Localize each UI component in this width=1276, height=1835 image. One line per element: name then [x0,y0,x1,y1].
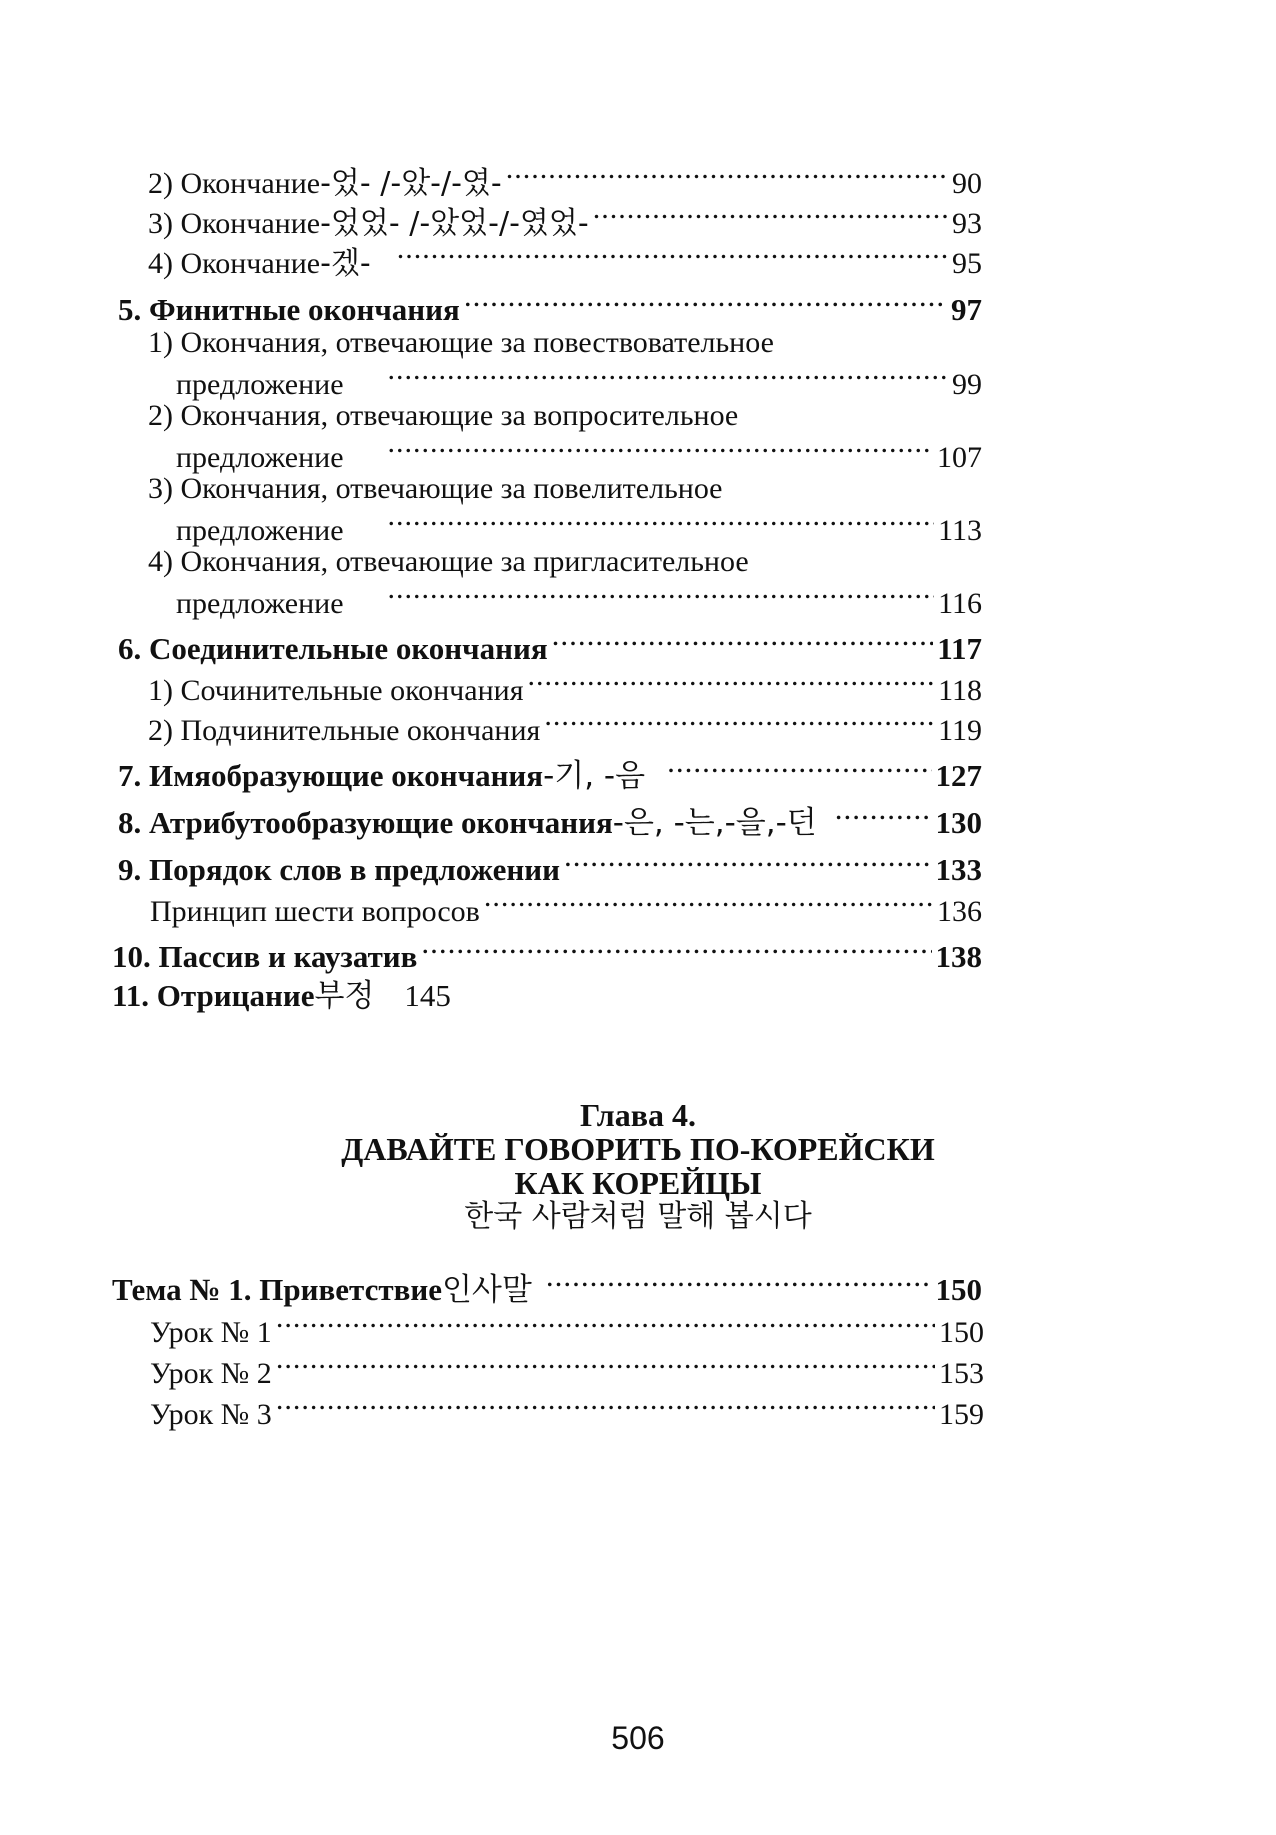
toc-leader-dots [546,1264,932,1300]
toc-leader-dots [552,623,934,659]
toc-lesson-entry [150,1347,984,1392]
toc-leader-dots [397,237,948,273]
toc-leader-dots [388,431,933,467]
toc-leader-dots [388,577,935,613]
toc-section-entry [118,623,982,667]
toc-page-number: 90 [952,167,982,200]
toc-page-number: 117 [937,631,982,666]
toc-entry-line1: 4) Окончания, отвечающие за пригласительное [148,545,749,578]
toc-topic-entry [112,1264,982,1308]
toc-page-number: 138 [935,939,982,974]
toc-page-number: 136 [937,895,982,928]
chapter-number: Глава 4. [580,1097,696,1133]
toc-page-number: 153 [939,1357,984,1390]
toc-entry-line1: 1) Окончания, отвечающие за повествовательное [148,326,774,359]
toc-page-number: 145 [404,978,451,1013]
chapter-title-korean: 한국 사람처럼 말해 봅시다 [464,1199,812,1234]
chapter-title-line2: КАК КОРЕЙЦЫ [514,1165,762,1201]
toc-entry-korean: -은, -는,-을,-던 [612,805,817,841]
toc-entry [176,504,982,549]
toc-leader-dots [835,797,932,833]
toc-section-entry [112,931,982,975]
toc-page-number: 97 [951,292,982,327]
toc-section-title: 7. Имяобразующие окончания [118,758,544,793]
toc-leader-dots [388,504,935,540]
toc-leader-dots [421,931,931,967]
toc-entry-korean: -겠- [320,246,371,281]
toc-leader-dots [388,358,948,394]
toc-section-entry [112,978,451,1014]
toc-entry-title: Принцип шести вопросов [150,895,480,928]
toc-section-title: 5. Финитные окончания [118,292,460,327]
toc-leader-dots [593,197,948,233]
toc-entry [150,885,982,930]
toc-entry [148,237,982,282]
toc-page-number: 133 [935,852,982,887]
toc-entry-title: предложение [176,587,344,620]
toc-leader-dots [528,664,935,700]
toc-entry [148,157,982,202]
toc-leader-dots [506,157,948,193]
toc-entry-korean: -었- /-았-/-였- [320,166,502,201]
toc-entry-title: предложение [176,441,344,474]
toc-leader-dots [484,885,933,921]
toc-page-number: 107 [937,441,982,474]
toc-leader-dots [667,750,931,786]
toc-section-title: 10. Пассив и каузатив [112,939,418,974]
toc-leader-dots [276,1388,935,1424]
toc-page-number: 99 [952,368,982,401]
toc-entry-title: 3) Окончание [148,207,321,240]
toc-lesson-title: Урок № 2 [150,1357,272,1390]
toc-section-entry [118,797,982,841]
toc-page-number: 95 [952,247,982,280]
toc-entry-title: 1) Сочинительные окончания [148,674,524,707]
toc-entry-korean: -기, -음 [543,758,646,794]
toc-leader-dots [276,1347,935,1383]
toc-entry [148,704,982,749]
toc-page-number: 150 [935,1272,982,1307]
toc-page-number: 159 [939,1398,984,1431]
toc-entry-title: 4) Окончание [148,247,321,280]
toc-entry-title: предложение [176,514,344,547]
toc-section-title: 9. Порядок слов в предложении [118,852,560,887]
toc-section-entry [118,750,982,794]
toc-entry-title: предложение [176,368,344,401]
toc-entry [176,577,982,622]
toc-lesson-title: Урок № 3 [150,1398,272,1431]
toc-entry-title: 2) Подчинительные окончания [148,714,541,747]
toc-leader-dots [464,284,947,320]
toc-lesson-entry [150,1388,984,1433]
toc-page-number: 119 [938,714,982,747]
toc-lesson-entry [150,1306,984,1351]
chapter-title-line1: ДАВАЙТЕ ГОВОРИТЬ ПО-КОРЕЙСКИ [341,1131,935,1167]
toc-section-entry [118,284,982,328]
toc-lesson-title: Урок № 1 [150,1316,272,1349]
toc-page-number: 116 [938,587,982,620]
toc-entry [176,431,982,476]
toc-entry-korean: -었었- /-았었-/-였었- [320,206,589,241]
toc-section-title: 6. Соединительные окончания [118,631,548,666]
toc-page-number: 93 [952,207,982,240]
toc-page-number: 130 [935,805,982,840]
page-number: 506 [611,1720,665,1756]
toc-entry-line1: 3) Окончания, отвечающие за повелительное [148,472,723,505]
toc-entry [176,358,982,403]
toc-topic-title: Тема № 1. Приветствие [112,1272,442,1307]
toc-page-number: 113 [938,514,982,547]
toc-section-title: 8. Атрибутообразующие окончания [118,805,613,840]
toc-entry-title: 2) Окончание [148,167,321,200]
toc-entry [148,664,982,709]
toc-topic-korean: 인사말 [441,1272,532,1308]
toc-leader-dots [564,844,932,880]
toc-entry-korean: 부정 [314,978,375,1014]
toc-page-number: 127 [935,758,982,793]
toc-entry-line1: 2) Окончания, отвечающие за вопросительное [148,399,739,432]
toc-leader-dots [544,704,934,740]
toc-leader-dots [276,1306,935,1342]
toc-page-number: 150 [939,1316,984,1349]
toc-entry [148,197,982,242]
toc-section-entry [118,844,982,888]
toc-section-title: 11. Отрицание [112,978,315,1013]
toc-page-number: 118 [938,674,982,707]
